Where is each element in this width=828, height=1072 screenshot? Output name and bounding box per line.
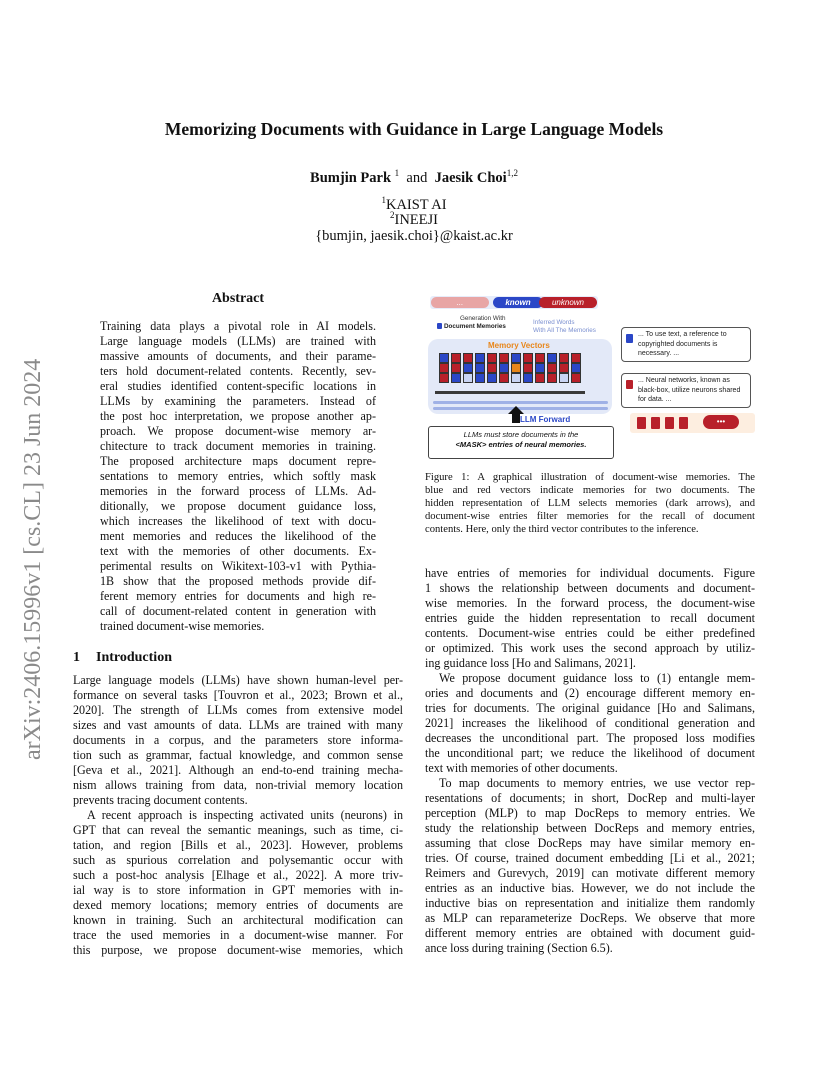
text-line: Large language models (LLMs) are trained with — [100, 334, 376, 348]
store-note-line-1: LLMs must store documents in the — [463, 430, 579, 439]
memory-cell — [535, 353, 545, 363]
memory-cell — [571, 353, 581, 363]
text-line: or optimized. This work uses the second approach by utiliz- — [425, 641, 755, 655]
text-line: The proposed architecture maps document repre- — [100, 454, 376, 468]
more-documents-button: ••• — [703, 415, 739, 429]
author-2: Jaesik Choi — [434, 169, 507, 186]
document-icon — [651, 417, 660, 429]
memory-cell — [439, 363, 449, 373]
bubble-2-text: ... Neural networks, known as black-box, utilize neurons shared for data. ... — [638, 377, 741, 403]
caption-line: hidden representation of LLM selects memories (dark arrows), and — [425, 498, 755, 509]
text-line: perception (MLP) to map DocReps to memory entries. We — [425, 806, 755, 820]
text-line: perimental results on Wikitext-103-v1 with Pythia- — [100, 559, 376, 573]
caption-line: contents. Here, only the third vector contributes to the inference. — [425, 524, 699, 535]
text-line: as MLP can reparameterize DocReps. We observe that more — [425, 911, 755, 925]
text-line: have entries of memories for individual documents. Figure — [425, 566, 755, 580]
caption-line: Figure 1: A graphical illustration of document-wise memories. The — [425, 472, 755, 483]
memory-cell — [547, 363, 557, 373]
text-line: ferent memory entries for documents and high re- — [100, 589, 376, 603]
text-line: entries guide the hidden representation to recall document — [425, 611, 755, 625]
figure-1-caption — [425, 471, 755, 536]
text-line: ial way is to store information in GPT memories with in- — [73, 883, 403, 897]
text-line: which increases the likelihood of text with docu- — [100, 514, 376, 528]
text-line: ters hold document-related contents. Recently, sev- — [100, 364, 376, 378]
memory-cell — [463, 353, 473, 363]
inferred-label-2: With All The Memories — [533, 327, 596, 334]
text-line: sentations to memory entries, which softly mask — [100, 469, 376, 483]
text-line: ditionally, we propose document guidance loss, — [100, 499, 376, 513]
text-line: decreases the unconditional part. The proposed loss modifies — [425, 731, 755, 745]
text-line: sizes and vast amounts of data. LLMs are trained with many — [73, 718, 403, 732]
document-icon — [437, 323, 442, 329]
memory-cell — [559, 373, 569, 383]
memory-cell — [535, 363, 545, 373]
text-line: wise memories. In the forward process, the document-wise — [425, 596, 755, 610]
gen-label-1: Generation With — [460, 315, 506, 322]
memory-cell — [451, 373, 461, 383]
memory-cell — [547, 373, 557, 383]
document-bubble-2 — [621, 373, 751, 408]
text-line: documents in a corpus, and the parameters store informa- — [73, 733, 403, 747]
document-icon — [679, 417, 688, 429]
text-line: formance on several tasks [Touvron et al., 2023; Brown et al., — [73, 688, 403, 702]
text-line: study the relationship between DocReps and memory entries, — [425, 821, 755, 835]
text-line: 1 shows the relationship between documents and document- — [425, 581, 755, 595]
text-line: ing guidance loss [Ho and Salimans, 2021]. — [425, 656, 636, 670]
memory-cell — [439, 373, 449, 383]
text-line: memories in the forward process of LLMs. Ad- — [100, 484, 376, 498]
text-line: proach. We propose document-wise memory ar- — [100, 424, 376, 438]
text-line: contents. Document-wise entries could be either predefined — [425, 626, 755, 640]
text-line: such as spurious correlation and polysemantic occur with — [73, 853, 403, 867]
memory-cell — [463, 363, 473, 373]
inferred-label-1: Inferred Words — [533, 319, 575, 326]
text-line: tation, and region [Bills et al., 2023]. However, problems — [73, 838, 403, 852]
affiliation-2-name: INEEJI — [394, 211, 438, 228]
text-line: eral studies identified content-specific locations in — [100, 379, 376, 393]
text-line: nism allows training from data, non-trivial memory location — [73, 778, 403, 792]
figure-1 — [425, 293, 755, 463]
text-line: massive amounts of documents, and their parame- — [100, 349, 376, 363]
document-icon — [637, 417, 646, 429]
paper-title: Memorizing Documents with Guidance in Large Language Models — [164, 119, 664, 139]
memory-cell — [523, 353, 533, 363]
text-line: tries. Of course, trained document embedding [Li et al., 2021; — [425, 851, 755, 865]
text-line: different memory entries are obtained with document guid- — [425, 926, 755, 940]
text-line: tion such as grammar, factual knowledge, and common sense — [73, 748, 403, 762]
text-line: known in training. Such an architectural modification can — [73, 913, 403, 927]
store-note-line-2: <MASK> entries of neural memories. — [455, 440, 587, 449]
store-note — [428, 426, 614, 459]
forward-arrow-head — [508, 406, 524, 414]
text-line: tries for documents. The original guidance [Ho and Salimans, — [425, 701, 755, 715]
memory-cell — [487, 373, 497, 383]
text-line: ories and documents and (2) encourage different memory en- — [425, 686, 755, 700]
text-line: GPT that can reveal the semantic meanings, such as time, ci- — [73, 823, 403, 837]
text-line: Reimers and Gurevych, 2019] can motivate different memory — [425, 866, 755, 880]
caption-line: blue and red vectors indicate memories for two documents. The — [425, 485, 755, 496]
affiliation-1-name: KAIST AI — [385, 196, 447, 213]
document-icon — [665, 417, 674, 429]
memory-cell — [547, 353, 557, 363]
selection-line — [435, 391, 585, 394]
text-line: [Geva et al., 2021]. Although an end-to-end training mecha- — [73, 763, 403, 777]
text-line: text with the memories of other documents. Ex- — [100, 544, 376, 558]
token-dots: ... — [431, 297, 489, 308]
text-line: this purpose, we propose document-wise memories, which — [73, 943, 403, 957]
text-line: 1B show that the proposed methods provide dif- — [100, 574, 376, 588]
document-icon — [626, 334, 633, 343]
text-line: chitecture to track document memories in training. — [100, 439, 376, 453]
memory-cell — [571, 373, 581, 383]
text-line: entries as an inductive bias. However, we do not include the — [425, 881, 755, 895]
memory-cell — [559, 353, 569, 363]
text-line: ment memories and reduces the likelihood of the — [100, 529, 376, 543]
author-2-affil: 1,2 — [506, 168, 518, 178]
affiliation-2-sup: 2 — [390, 210, 395, 220]
author-1-affil: 1 — [394, 168, 400, 178]
memory-cell — [475, 353, 485, 363]
text-line: dexed memory locations; memory entries of documents are — [73, 898, 403, 912]
token-known: known — [493, 297, 543, 308]
text-line: LLMs by examining the parameters. Instead of — [100, 394, 376, 408]
caption-line: document-wise entries filter memories for the recall of document — [425, 511, 755, 522]
gen-label-2: Document Memories — [444, 323, 506, 330]
memory-cell — [499, 373, 509, 383]
memory-cell — [559, 363, 569, 373]
text-line: trace the used memories in a document-wise manner. For — [73, 928, 403, 942]
text-line: A recent approach is inspecting activated units (neurons) in — [87, 808, 403, 822]
memory-cell — [463, 373, 473, 383]
text-line: trained document-wise memories. — [100, 619, 265, 633]
abstract-body — [100, 319, 376, 634]
memory-cell — [499, 353, 509, 363]
introduction-column-right — [425, 566, 755, 956]
memory-cell — [451, 353, 461, 363]
author-and: and — [406, 169, 428, 186]
memory-cell — [439, 353, 449, 363]
memory-vector-grid — [439, 353, 589, 385]
document-bubble-1 — [621, 327, 751, 362]
forward-arrow-stem — [512, 413, 520, 423]
text-line: 2021] increases the likelihood of conditional generation and — [425, 716, 755, 730]
memory-cell — [523, 373, 533, 383]
arxiv-identifier: arXiv:2406.15996v1 [cs.CL] 23 Jun 2024 — [20, 358, 46, 760]
text-line: prevents tracing document contents. — [73, 793, 248, 807]
text-line: We propose document guidance loss to (1) entangle mem- — [439, 671, 755, 685]
memory-cell — [487, 353, 497, 363]
introduction-column-left — [73, 673, 403, 958]
text-line: Large language models (LLMs) have shown human-level per- — [73, 673, 403, 687]
text-line: ance loss during training (Section 6.5). — [425, 941, 613, 955]
memory-cell — [499, 363, 509, 373]
memory-cell — [475, 373, 485, 383]
section-title: Introduction — [96, 650, 172, 665]
text-line: such a post-hoc analysis [Elhage et al., 2022]. A more triv- — [73, 868, 403, 882]
memory-cell — [535, 373, 545, 383]
abstract-heading: Abstract — [211, 291, 265, 306]
author-1: Bumjin Park — [310, 169, 392, 186]
text-line: the unconditional part; we reduce the likelihood of document — [425, 746, 755, 760]
section-number: 1 — [73, 650, 80, 665]
affiliation-2 — [0, 207, 828, 228]
memory-cell — [511, 373, 521, 383]
memory-cell — [511, 353, 521, 363]
text-line: Training data plays a pivotal role in AI models. — [100, 319, 376, 333]
section-heading-introduction — [73, 650, 172, 666]
memory-cell — [487, 363, 497, 373]
text-line: To map documents to memory entries, we use vector rep- — [439, 776, 755, 790]
token-unknown: unknown — [539, 297, 597, 308]
text-line: resentations of documents; in short, DocRep and multi-layer — [425, 791, 755, 805]
affiliation-1-sup: 1 — [381, 195, 386, 205]
memory-cell — [511, 363, 521, 373]
memory-cell — [475, 363, 485, 373]
text-line: call of document-related content in generation with — [100, 604, 376, 618]
text-line: assuming that close DocReps may have similar memory en- — [425, 836, 755, 850]
authors — [0, 168, 828, 187]
text-line: inductive bias on representation and initialize them randomly — [425, 896, 755, 910]
hidden-state-bar — [433, 401, 608, 404]
memory-cell — [571, 363, 581, 373]
memory-cell — [523, 363, 533, 373]
text-line: 2020]. The strength of LLMs comes from extensive model — [73, 703, 403, 717]
memory-cell — [451, 363, 461, 373]
llm-forward-label: LLM Forward — [520, 415, 571, 424]
text-line: text with memories of other documents. — [425, 761, 618, 775]
bubble-1-text: ... To use text, a reference to copyrighted documents is necessary. ... — [638, 331, 727, 357]
document-icon — [626, 380, 633, 389]
author-email: {bumjin, jaesik.choi}@kaist.ac.kr — [315, 228, 513, 244]
memory-vectors-label: Memory Vectors — [488, 341, 550, 350]
text-line: the post hoc interpretation, we propose another ap- — [100, 409, 376, 423]
